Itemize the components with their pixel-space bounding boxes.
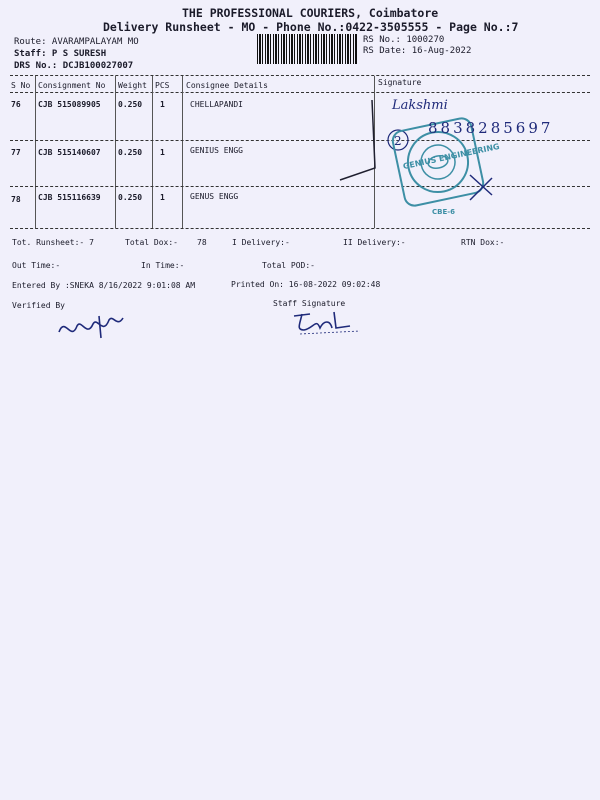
company-title: THE PROFESSIONAL COURIERS, Coimbatore bbox=[182, 6, 439, 20]
printed-on: Printed On: 16-08-2022 09:02:48 bbox=[231, 280, 381, 289]
row-sno: 77 bbox=[11, 148, 21, 157]
rs-date: RS Date: 16-Aug-2022 bbox=[363, 46, 472, 56]
runsheet-title: Delivery Runsheet - MO - Phone No.:0422-3505555 - Page No.:7 bbox=[103, 20, 519, 34]
receiver-phone: 8838285697 bbox=[428, 119, 554, 137]
col-pcs: PCS bbox=[155, 81, 170, 90]
rs-number: RS No.: 1000270 bbox=[363, 35, 445, 45]
row-pcs: 1 bbox=[160, 100, 165, 109]
row-consignee: CHELLAPANDI bbox=[190, 100, 243, 109]
out-time: Out Time:- bbox=[12, 261, 61, 270]
rtn-dox: RTN Dox:- bbox=[461, 238, 505, 247]
row-pcs: 1 bbox=[160, 193, 165, 202]
svg-text:2: 2 bbox=[394, 134, 402, 148]
entered-by: Entered By :SNEKA 8/16/2022 9:01:08 AM bbox=[12, 281, 196, 290]
row-weight: 0.250 bbox=[118, 100, 143, 109]
ii-delivery: II Delivery:- bbox=[343, 238, 406, 247]
in-time: In Time:- bbox=[141, 261, 185, 270]
stamp-text: GENIUS ENGINEERING bbox=[402, 141, 501, 172]
staff-signature-label: Staff Signature bbox=[273, 299, 346, 308]
stamp-city: CBE-6 bbox=[432, 208, 456, 216]
verified-by-label: Verified By bbox=[12, 301, 65, 310]
receiver-name: Lakshmi bbox=[392, 98, 448, 113]
staff-label: Staff: P S SURESH bbox=[14, 49, 107, 59]
i-delivery: I Delivery:- bbox=[232, 238, 290, 247]
total-dox-label: Total Dox:- bbox=[125, 238, 178, 247]
row-weight: 0.250 bbox=[118, 193, 143, 202]
tot-runsheet: Tot. Runsheet:- 7 bbox=[12, 238, 94, 247]
row-sno: 78 bbox=[11, 195, 21, 204]
col-consignment: Consignment No bbox=[38, 81, 106, 90]
col-consignee: Consignee Details bbox=[186, 81, 268, 90]
col-sno: S No bbox=[11, 81, 31, 90]
row-weight: 0.250 bbox=[118, 148, 143, 157]
barcode bbox=[257, 34, 357, 64]
row-consignee: GENUS ENGG bbox=[190, 192, 239, 201]
col-weight: Weight bbox=[118, 81, 147, 90]
row-consignment: CJB 515140607 bbox=[38, 148, 101, 157]
drs-number: DRS No.: DCJB100027007 bbox=[14, 61, 134, 71]
row-consignee: GENIUS ENGG bbox=[190, 146, 243, 155]
total-dox-value: 78 bbox=[197, 238, 207, 247]
route-label: Route: AVARAMPALAYAM MO bbox=[14, 37, 139, 47]
verifier-signature bbox=[55, 308, 135, 346]
row-consignment: CJB 515089905 bbox=[38, 100, 101, 109]
staff-signature bbox=[290, 308, 370, 338]
col-signature: Signature bbox=[378, 78, 422, 87]
row-sno: 76 bbox=[11, 100, 21, 109]
total-pod: Total POD:- bbox=[262, 261, 315, 270]
row-consignment: CJB 515116639 bbox=[38, 193, 101, 202]
row-pcs: 1 bbox=[160, 148, 165, 157]
